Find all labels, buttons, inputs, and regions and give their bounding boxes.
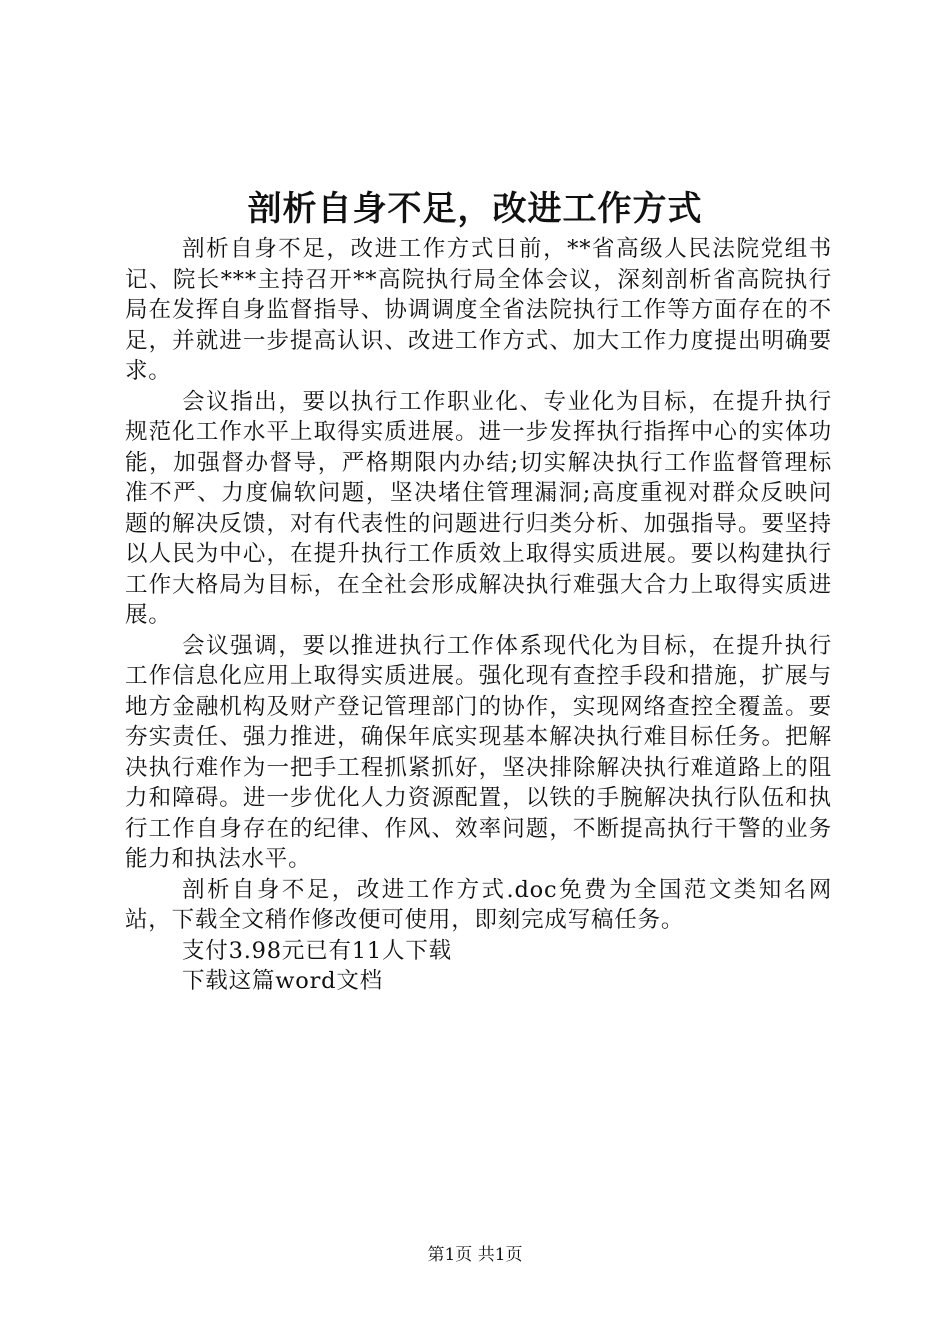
page-number-footer: 第1页 共1页	[427, 1245, 523, 1265]
document-body	[125, 234, 832, 997]
paragraph-meeting-points: 会议指出，要以执行工作职业化、专业化为目标，在提升执行规范化工作水平上取得实质进展。进一步发挥执行指挥中心的实体功能，加强督办督导，严格期限内办结;切实解决执行工作监督管理标准不严、力度偏软问题，坚决堵住管理漏洞;高度重视对群众反映问题的解决反馈，对有代表性的问题进行归类分析、加强指导。要坚持以人民为中心，在提升执行工作质效上取得实质进展。要以构建执行工作大格局为目标，在全社会形成解决执行难强大合力上取得实质进展。	[125, 388, 832, 628]
paragraph-intro: 剖析自身不足，改进工作方式日前，**省高级人民法院党组书记、院长***主持召开**高院执行局全体会议，深刻剖析省高院执行局在发挥自身监督指导、协调调度全省法院执行工作等方面存在的不足，并就进一步提高认识、改进工作方式、加大工作力度提出明确要求。	[125, 236, 832, 384]
paragraph-site-note: 剖析自身不足，改进工作方式.doc免费为全国范文类知名网站，下载全文稍作修改便可使用，即刻完成写稿任务。	[125, 876, 832, 933]
paragraph-meeting-emphasis: 会议强调，要以推进执行工作体系现代化为目标，在提升执行工作信息化应用上取得实质进展。强化现有查控手段和措施，扩展与地方金融机构及财产登记管理部门的协作，实现网络查控全覆盖。要夯实责任、强力推进，确保年底实现基本解决执行难目标任务。把解决执行难作为一把手工程抓紧抓好，坚决排除解决执行难道路上的阻力和障碍。进一步优化人力资源配置，以铁的手腕解决执行队伍和执行工作自身存在的纪律、作风、效率问题，不断提高执行干警的业务能力和执法水平。	[125, 632, 832, 872]
download-word-link[interactable]: 下载这篇word文档	[182, 968, 383, 994]
document-title: 剖析自身不足，改进工作方式	[247, 189, 703, 229]
payment-info: 支付3.98元已有11人下载	[182, 937, 452, 964]
